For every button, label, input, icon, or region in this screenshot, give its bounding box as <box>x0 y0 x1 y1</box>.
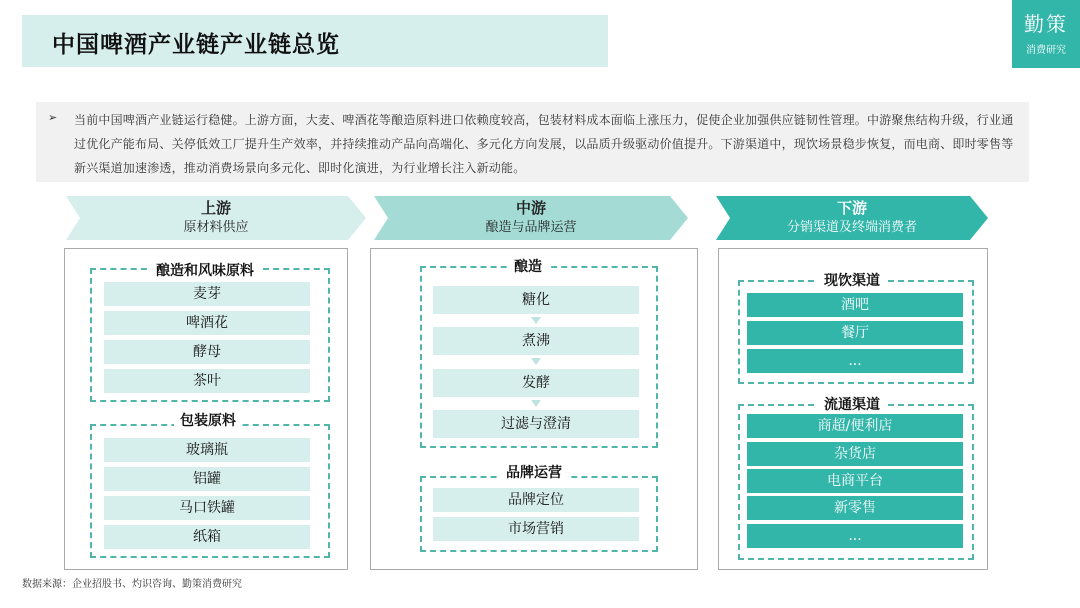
down-arrow-icon <box>531 317 541 324</box>
step-box: 发酵 <box>433 369 639 397</box>
channel-box: 杂货店 <box>747 442 963 466</box>
logo-sub: 消费研究 <box>1026 45 1066 56</box>
group-title: 酿造和风味原料 <box>150 260 260 280</box>
stage-label <box>716 198 988 238</box>
summary-box <box>36 102 1029 182</box>
stage-label <box>374 198 688 238</box>
channel-box: 商超/便利店 <box>747 414 963 438</box>
summary-text: 当前中国啤酒产业链运行稳健。上游方面，大麦、啤酒花等酿造原料进口依赖度较高，包装材料成本面临上涨压力，促使企业加强供应链韧性管理。中游聚焦结构升级，行业通过优化产能布局、关停低效工厂提升生产效率，并持续推动产品向高端化、多元化方向发展，以品质升级驱动价值提升。下游渠道中，现饮场景稳步恢复，而电商、即时零售等新兴渠道加速渗透，推动消费场景向多元化、即时化演进，为行业增长注入新动能。 <box>74 113 1014 175</box>
page-title: 中国啤酒产业链产业链总览 <box>52 32 340 58</box>
down-arrow-icon <box>531 358 541 365</box>
item-box: 麦芽 <box>104 282 310 306</box>
item-box: 酵母 <box>104 340 310 364</box>
step-box: 煮沸 <box>433 327 639 355</box>
item-box: 纸箱 <box>104 525 310 549</box>
item-box: 玻璃瓶 <box>104 438 310 462</box>
stage-desc: 原材料供应 <box>183 220 249 235</box>
step-box: 糖化 <box>433 286 639 314</box>
group-title: 流通渠道 <box>818 394 886 414</box>
brand-logo <box>1012 0 1080 68</box>
channel-box: 酒吧 <box>747 293 963 317</box>
stage-midstream-header <box>374 196 688 240</box>
group-title: 品牌运营 <box>500 462 568 482</box>
stage-downstream-header <box>716 196 988 240</box>
step-box: 过滤与澄清 <box>433 410 639 438</box>
stage-upstream-header <box>66 196 366 240</box>
group-title: 现饮渠道 <box>818 270 886 290</box>
item-box: 市场营销 <box>433 517 639 541</box>
logo-name: 勤策 <box>1024 12 1068 36</box>
stage-name: 中游 <box>515 199 546 217</box>
item-box: 马口铁罐 <box>104 496 310 520</box>
item-box: 啤酒花 <box>104 311 310 335</box>
stage-name: 下游 <box>836 199 867 217</box>
bullet-arrow-icon: ➢ <box>48 111 58 124</box>
source-footnote: 数据来源：企业招股书、灼识咨询、勤策消费研究 <box>22 579 242 590</box>
group-title: 酿造 <box>508 256 548 276</box>
channel-box: 餐厅 <box>747 321 963 345</box>
stage-name: 上游 <box>200 199 231 217</box>
stage-desc: 分销渠道及终端消费者 <box>786 220 917 235</box>
down-arrow-icon <box>531 400 541 407</box>
item-box: 铝罐 <box>104 467 310 491</box>
channel-box: ... <box>747 349 963 373</box>
item-box: 茶叶 <box>104 369 310 393</box>
stage-desc: 酿造与品牌运营 <box>485 220 577 235</box>
channel-box: 新零售 <box>747 496 963 520</box>
item-box: 品牌定位 <box>433 488 639 512</box>
group-title: 包装原料 <box>174 410 242 430</box>
title-bar <box>22 15 608 67</box>
stage-label <box>66 198 366 238</box>
channel-box: 电商平台 <box>747 469 963 493</box>
channel-box: ... <box>747 524 963 548</box>
